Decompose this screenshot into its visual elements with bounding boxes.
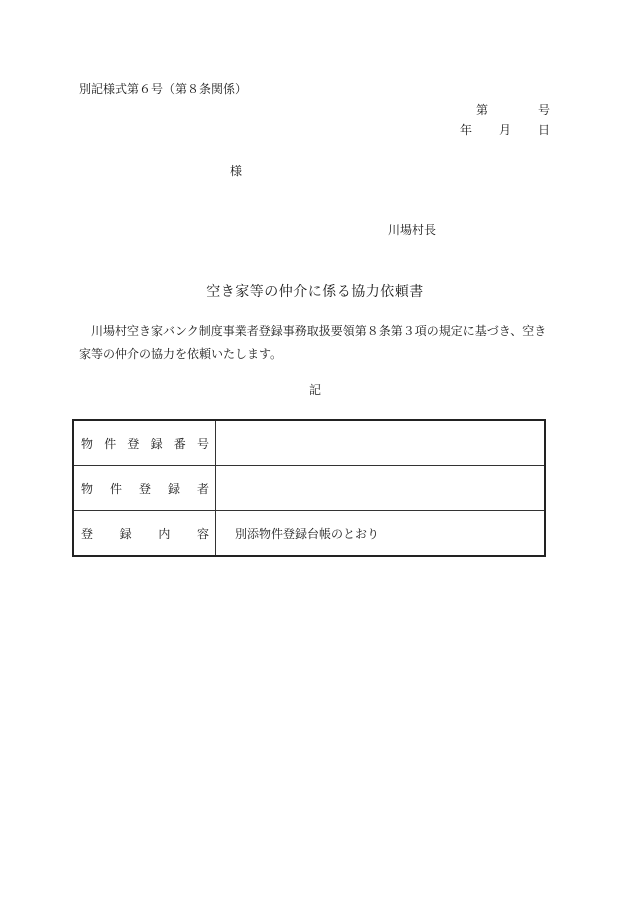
label-char: 物	[81, 436, 94, 451]
label-char: 件	[104, 436, 117, 451]
sender: 川場村長	[388, 223, 437, 237]
table-row	[73, 466, 545, 511]
row-value-registration-content: 別添物件登録台帳のとおり	[216, 511, 546, 557]
label-char: 登	[81, 526, 94, 541]
form-label: 別記様式第６号（第８条関係）	[79, 82, 248, 96]
label-char: 容	[196, 526, 209, 541]
date-year: 年	[459, 123, 472, 137]
addressee: 様	[230, 164, 243, 178]
label-char: 者	[196, 481, 209, 496]
row-value-property-number	[216, 420, 546, 466]
table-row	[73, 511, 545, 557]
label-char: 物	[81, 481, 94, 496]
label-char: 登	[127, 436, 140, 451]
document-number-line	[476, 101, 550, 118]
ki-marker: 記	[308, 383, 321, 397]
label-char: 登	[138, 481, 151, 496]
document-title: 空き家等の仲介に係る協力依頼書	[206, 284, 424, 300]
label-char: 件	[109, 481, 122, 496]
date-month: 月	[498, 123, 511, 137]
label-char: 番	[173, 436, 186, 451]
number-prefix: 第	[475, 103, 488, 117]
label-char: 号	[196, 436, 209, 451]
label-char: 録	[119, 526, 132, 541]
date-line	[460, 121, 550, 138]
label-char: 録	[150, 436, 163, 451]
table-row	[73, 420, 545, 466]
label-char: 録	[167, 481, 180, 496]
row-label-registrant	[73, 466, 216, 511]
row-value-registrant	[216, 466, 546, 511]
row-label-property-number	[73, 420, 216, 466]
date-day: 日	[537, 123, 550, 137]
label-char: 内	[158, 526, 171, 541]
number-suffix: 号	[537, 103, 550, 117]
body-text: 川場村空き家バンク制度事業者登録事務取扱要領第８条第３項の規定に基づき、空き家等の仲介の協力を依頼いたします。	[79, 324, 547, 361]
info-table	[72, 419, 546, 557]
row-label-registration-content	[73, 511, 216, 557]
